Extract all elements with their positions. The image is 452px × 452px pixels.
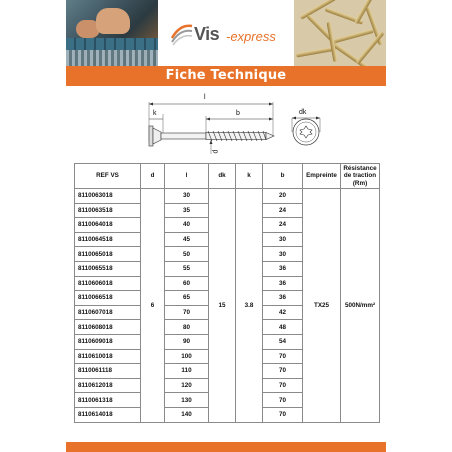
ref-cell: 8110612018 — [75, 378, 141, 393]
screws-photo — [294, 0, 386, 66]
header — [66, 0, 386, 66]
b-cell: 24 — [263, 218, 303, 233]
specification-table — [74, 163, 380, 423]
l-cell: 140 — [165, 407, 209, 422]
l-cell: 80 — [165, 320, 209, 335]
l-cell: 100 — [165, 349, 209, 364]
header-dk: dk — [209, 164, 236, 189]
ref-cell: 8110608018 — [75, 320, 141, 335]
ref-cell: 8110063518 — [75, 203, 141, 218]
title-bar — [66, 66, 386, 86]
tools-photo — [66, 0, 158, 66]
header-k: k — [236, 164, 263, 189]
b-cell: 36 — [263, 276, 303, 291]
b-cell: 54 — [263, 334, 303, 349]
l-cell: 60 — [165, 276, 209, 291]
b-cell: 48 — [263, 320, 303, 335]
l-cell: 90 — [165, 334, 209, 349]
b-cell: 42 — [263, 305, 303, 320]
brand-logo — [170, 22, 290, 48]
d-cell: 6 — [141, 189, 165, 423]
resistance-cell: 500N/mm² — [341, 189, 380, 423]
header-ref: REF VS — [75, 164, 141, 189]
l-cell: 120 — [165, 378, 209, 393]
l-cell: 70 — [165, 305, 209, 320]
ref-cell: 8110065018 — [75, 247, 141, 262]
technical-sheet-page — [66, 0, 386, 452]
b-cell: 36 — [263, 291, 303, 306]
l-cell: 110 — [165, 364, 209, 379]
dim-dk-label: dk — [299, 109, 307, 116]
b-cell: 30 — [263, 232, 303, 247]
empreinte-cell: TX25 — [303, 189, 341, 423]
l-cell: 65 — [165, 291, 209, 306]
table-row — [75, 189, 380, 204]
table-body — [75, 189, 380, 423]
dk-cell: 15 — [209, 189, 236, 423]
header-empreinte: Empreinte — [303, 164, 341, 189]
header-b: b — [263, 164, 303, 189]
l-cell: 50 — [165, 247, 209, 262]
b-cell: 70 — [263, 364, 303, 379]
dim-b-label: b — [236, 110, 240, 117]
k-cell: 3.8 — [236, 189, 263, 423]
header-d: d — [141, 164, 165, 189]
footer-bar — [66, 442, 386, 452]
ref-cell: 8110064018 — [75, 218, 141, 233]
b-cell: 70 — [263, 393, 303, 408]
ref-cell: 8110606018 — [75, 276, 141, 291]
ref-cell: 8110610018 — [75, 349, 141, 364]
ref-cell: 8110061118 — [75, 364, 141, 379]
ref-cell: 8110061318 — [75, 393, 141, 408]
brand-name: Vis — [194, 24, 220, 44]
screw-drawing — [66, 88, 386, 158]
dim-l-label: l — [204, 94, 206, 101]
b-cell: 36 — [263, 261, 303, 276]
ref-cell: 8110064518 — [75, 232, 141, 247]
dim-k-label: k — [153, 110, 157, 117]
b-cell: 70 — [263, 349, 303, 364]
l-cell: 55 — [165, 261, 209, 276]
b-cell: 30 — [263, 247, 303, 262]
l-cell: 45 — [165, 232, 209, 247]
ref-cell: 8110063018 — [75, 189, 141, 204]
dim-d-label: d — [212, 149, 220, 154]
b-cell: 70 — [263, 378, 303, 393]
ref-cell: 8110614018 — [75, 407, 141, 422]
l-cell: 130 — [165, 393, 209, 408]
l-cell: 35 — [165, 203, 209, 218]
header-resistance: Résistance de traction (Rm) — [341, 164, 380, 189]
ref-cell: 8110609018 — [75, 334, 141, 349]
b-cell: 20 — [263, 189, 303, 204]
b-cell: 70 — [263, 407, 303, 422]
ref-cell: 8110065518 — [75, 261, 141, 276]
l-cell: 40 — [165, 218, 209, 233]
page-title: Fiche Technique — [165, 68, 287, 83]
b-cell: 24 — [263, 203, 303, 218]
table-header-row — [75, 164, 380, 189]
header-l: l — [165, 164, 209, 189]
swoosh-icon — [170, 22, 194, 46]
ref-cell: 8110066518 — [75, 291, 141, 306]
brand-suffix: -express — [226, 29, 276, 44]
l-cell: 30 — [165, 189, 209, 204]
ref-cell: 8110607018 — [75, 305, 141, 320]
